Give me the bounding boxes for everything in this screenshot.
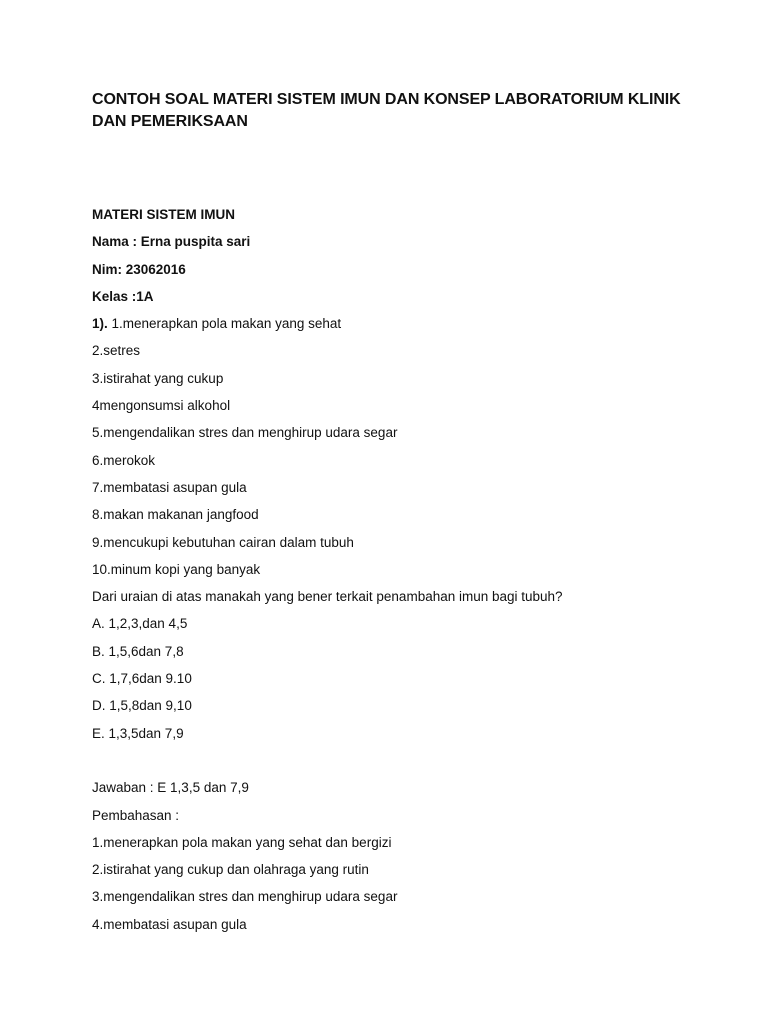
discussion-label: Pembahasan : bbox=[92, 807, 180, 823]
student-name: Nama : Erna puspita sari bbox=[92, 234, 251, 250]
question-item: 9.mencukupi kebutuhan cairan dalam tubuh bbox=[92, 534, 354, 550]
answer-option: C. 1,7,6dan 9.10 bbox=[92, 671, 192, 687]
section-heading: MATERI SISTEM IMUN bbox=[92, 207, 235, 222]
discussion-item: 2.istirahat yang cukup dan olahraga yang rutin bbox=[92, 862, 369, 878]
question-item: 7.membatasi asupan gula bbox=[92, 479, 247, 495]
answer-option: A. 1,2,3,dan 4,5 bbox=[92, 616, 188, 632]
item-text: 1.menerapkan pola makan yang sehat bbox=[111, 316, 342, 332]
student-nim: Nim: 23062016 bbox=[92, 261, 186, 277]
discussion-item: 1.menerapkan pola makan yang sehat dan bergizi bbox=[92, 834, 392, 850]
answer-option: D. 1,5,8dan 9,10 bbox=[92, 698, 192, 714]
question-prompt: Dari uraian di atas manakah yang bener terkait penambahan imun bagi tubuh? bbox=[92, 589, 563, 605]
question-item: 8.makan makanan jangfood bbox=[92, 507, 259, 523]
discussion-item: 4.membatasi asupan gula bbox=[92, 916, 247, 932]
question-item: 2.setres bbox=[92, 343, 141, 359]
discussion-item: 3.mengendalikan stres dan menghirup udara segar bbox=[92, 889, 398, 905]
document-body bbox=[92, 206, 732, 943]
document-title: CONTOH SOAL MATERI SISTEM IMUN DAN KONSEP LABORATORIUM KLINIK DAN PEMERIKSAAN bbox=[92, 91, 681, 130]
question-item: 3.istirahat yang cukup bbox=[92, 370, 224, 386]
question-item: 4mengonsumsi alkohol bbox=[92, 398, 231, 414]
answer-option: B. 1,5,6dan 7,8 bbox=[92, 643, 184, 659]
question-item: 10.minum kopi yang banyak bbox=[92, 561, 261, 577]
student-class: Kelas :1A bbox=[92, 288, 154, 304]
question-item: 5.mengendalikan stres dan menghirup udara segar bbox=[92, 425, 398, 441]
question-item bbox=[92, 315, 732, 342]
question-number: 1). bbox=[92, 316, 108, 332]
answer-option: E. 1,3,5dan 7,9 bbox=[92, 725, 184, 741]
question-item: 6.merokok bbox=[92, 452, 156, 468]
answer-key: Jawaban : E 1,3,5 dan 7,9 bbox=[92, 780, 249, 796]
spacer bbox=[92, 752, 732, 779]
